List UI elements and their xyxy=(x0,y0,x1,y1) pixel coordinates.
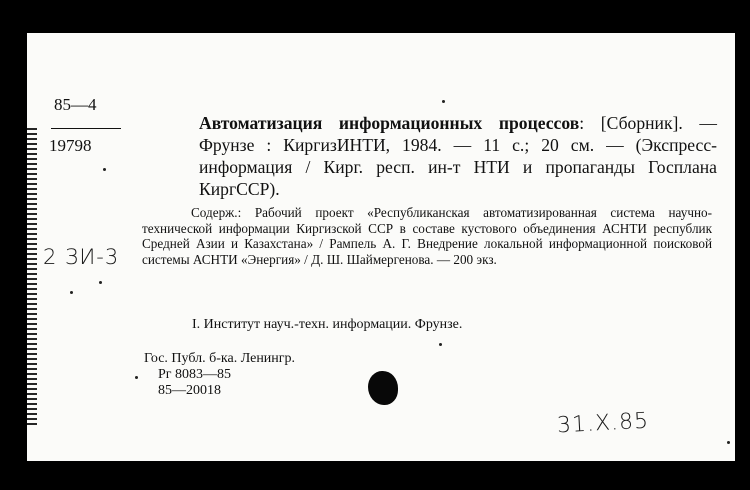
shelf-mark: 85—4 xyxy=(54,95,97,114)
speck xyxy=(135,376,138,379)
ink-blot xyxy=(368,371,398,405)
inventory-number: 19798 xyxy=(49,136,92,155)
main-entry xyxy=(199,112,717,200)
shelf-mark-divider xyxy=(51,128,121,129)
speck xyxy=(727,441,730,444)
speck xyxy=(442,100,445,103)
speck xyxy=(439,343,442,346)
handwritten-code: 2 ЗИ-3 xyxy=(43,245,120,269)
publication-details: : [Сборник]. — Фрунзе : КиргизИНТИ, 1984. — 11 с.; 20 см. — (Экспресс-информация / Кирг. респ. ин-т НТИ и пропаганды Госплана КиргССР). xyxy=(199,113,717,199)
card-edge-perforation xyxy=(27,128,37,428)
catalog-card xyxy=(27,33,735,461)
library-stamp xyxy=(144,351,295,399)
speck xyxy=(99,281,102,284)
library-stamp-line: Рг 8083—85 xyxy=(144,367,232,382)
subject-heading: I. Институт науч.-техн. информации. Фрунзе. xyxy=(192,317,463,332)
contents-text: Содерж.: Рабочий проект «Республиканская автоматизированная система научно-технической информации Киргизской ССР в составе кустового объединения АСНТИ республик Средней Азии и Казахстана» / Рампель А. Г. Внедрение локальной информационной поисковой системы АСНТИ «Энергия» / Д. Ш. Шаймергенова. — 200 экз. xyxy=(142,205,712,267)
contents-note xyxy=(142,205,712,267)
speck xyxy=(70,291,73,294)
speck xyxy=(103,168,106,171)
handwritten-date: 31.X.85 xyxy=(556,408,650,439)
library-stamp-line: Гос. Публ. б-ка. Ленингр. xyxy=(144,351,296,366)
card-title: Автоматизация информационных процессов xyxy=(199,113,580,133)
library-stamp-line: 85—20018 xyxy=(144,383,221,398)
